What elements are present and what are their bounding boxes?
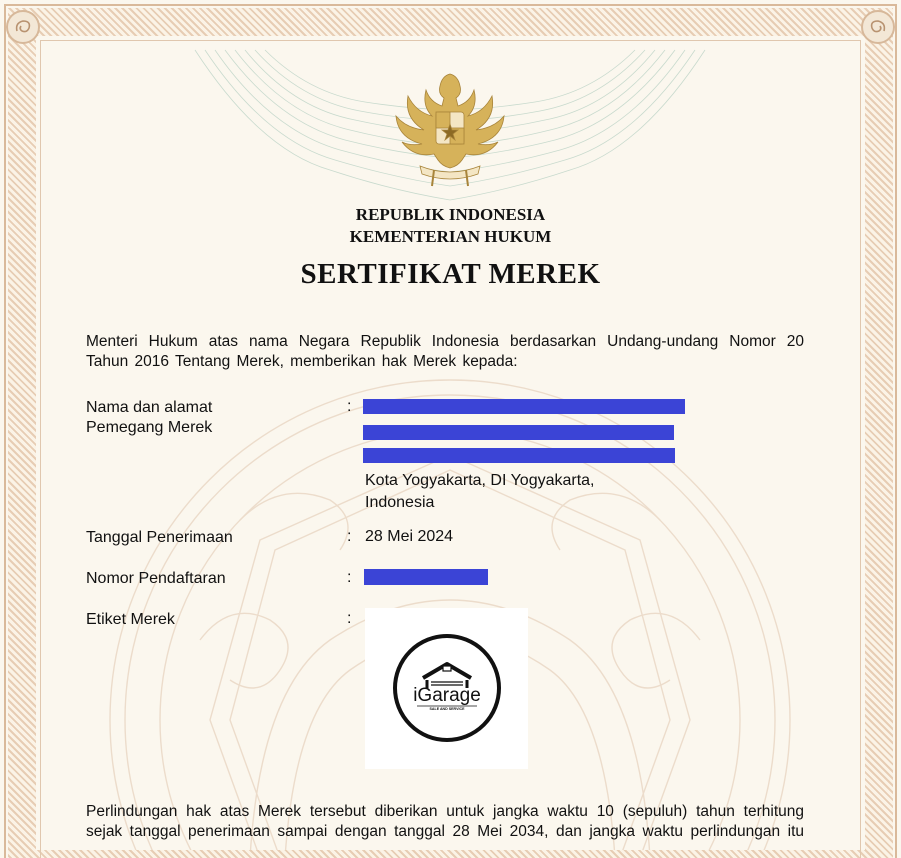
corner-ornament-right-icon	[861, 10, 895, 44]
intro-paragraph-line2: Tahun 2016 Tentang Merek, memberikan hak Merek kepada:	[86, 353, 518, 370]
date-colon: :	[347, 528, 352, 545]
redacted-registration-number	[364, 569, 488, 585]
garuda-crest-icon	[380, 66, 520, 191]
redacted-holder-address	[363, 425, 674, 440]
date-value: 28 Mei 2024	[365, 528, 454, 545]
logo-wordmark: iGarage	[413, 685, 481, 706]
protection-paragraph-line1: Perlindungan hak atas Merek tersebut diberikan untuk jangka waktu 10 (sepuluh) tahun terhitung	[86, 803, 804, 820]
registration-label: Nomor Pendaftaran	[86, 570, 226, 587]
igarage-logo-icon	[365, 608, 528, 769]
holder-label-line1: Nama dan alamat	[86, 399, 213, 416]
ministry-heading: KEMENTERIAN HUKUM	[349, 227, 552, 246]
label-label: Etiket Merek	[86, 611, 175, 628]
holder-label-line2: Pemegang Merek	[86, 419, 213, 436]
trademark-logo	[365, 608, 528, 769]
protection-paragraph-line2: sejak tanggal penerimaan sampai dengan tanggal 28 Mei 2034, dan jangka waktu perlindungan itu	[86, 823, 804, 840]
republic-heading: REPUBLIK INDONESIA	[355, 205, 546, 224]
intro-paragraph-line1: Menteri Hukum atas nama Negara Republik Indonesia berdasarkan Undang-undang Nomor 20	[86, 333, 804, 350]
holder-colon: :	[347, 398, 352, 415]
label-colon: :	[347, 610, 352, 627]
corner-ornament-left-icon	[6, 10, 40, 44]
logo-tagline: SALE AND SERVICE	[429, 707, 465, 711]
redacted-holder-name	[363, 399, 685, 414]
holder-country: Indonesia	[365, 494, 435, 511]
registration-colon: :	[347, 569, 352, 586]
date-label: Tanggal Penerimaan	[86, 529, 233, 546]
redacted-holder-street	[363, 448, 675, 463]
holder-city: Kota Yogyakarta, DI Yogyakarta,	[365, 472, 595, 489]
certificate-title: SERTIFIKAT MEREK	[300, 258, 601, 290]
